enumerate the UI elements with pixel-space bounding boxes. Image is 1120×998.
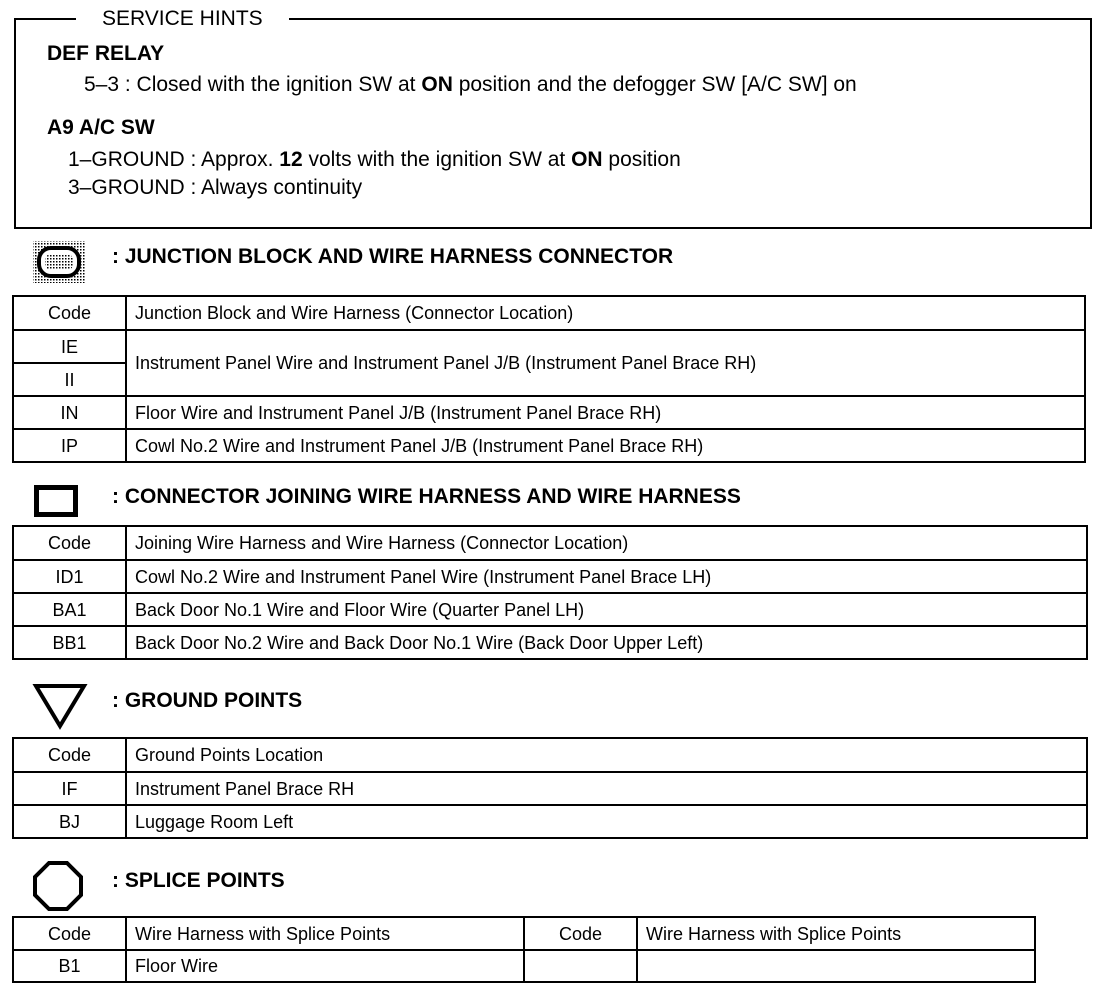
table-row [13, 626, 1087, 659]
desc-cell: Instrument Panel Brace RH [126, 772, 1087, 805]
hint-bold-text: ON [571, 148, 603, 171]
splice-octagon-icon [32, 860, 84, 912]
connector-joining-title: : CONNECTOR JOINING WIRE HARNESS AND WIRE HARNESS [112, 485, 741, 508]
ac-sw-hint-1 [68, 148, 681, 172]
table-row [13, 429, 1085, 462]
table-header-row [13, 296, 1085, 330]
junction-block-icon [32, 240, 86, 284]
def-relay-heading: DEF RELAY [47, 42, 165, 65]
code-cell: IP [13, 429, 126, 462]
table-row [13, 330, 1085, 363]
code-cell: BJ [13, 805, 126, 838]
hint-bold-text: 12 [279, 148, 303, 171]
desc-cell: Back Door No.2 Wire and Back Door No.1 Wire (Back Door Upper Left) [126, 626, 1087, 659]
service-hints-title: SERVICE HINTS [76, 6, 289, 32]
code-header: Code [13, 738, 126, 772]
code-header: Code [13, 526, 126, 560]
ac-sw-heading: A9 A/C SW [47, 116, 155, 139]
def-relay-hint [84, 73, 857, 97]
hint-text: : Approx. [184, 148, 280, 171]
desc-cell [637, 950, 1035, 982]
hint-text: : Always continuity [184, 176, 363, 199]
table-row [13, 950, 1035, 982]
desc-cell: Floor Wire [126, 950, 524, 982]
hint-bold-text: ON [421, 73, 453, 96]
table-row [13, 560, 1087, 593]
table-header-row [13, 917, 1035, 950]
ac-sw-pin-2: 3–GROUND [68, 176, 185, 199]
desc-header: Ground Points Location [126, 738, 1087, 772]
desc-header: Joining Wire Harness and Wire Harness (Connector Location) [126, 526, 1087, 560]
desc-header: Wire Harness with Splice Points [126, 917, 524, 950]
code-header: Code [524, 917, 637, 950]
hint-text: position [602, 148, 681, 171]
connector-square-icon [34, 485, 78, 517]
ground-points-table [12, 737, 1088, 839]
connector-joining-table [12, 525, 1088, 660]
code-cell [524, 950, 637, 982]
def-relay-pin: 5–3 [84, 73, 120, 96]
ground-points-title: : GROUND POINTS [112, 689, 303, 712]
junction-block-title: : JUNCTION BLOCK AND WIRE HARNESS CONNECTOR [112, 245, 674, 268]
code-cell: ID1 [13, 560, 126, 593]
desc-cell: Cowl No.2 Wire and Instrument Panel Wire (Instrument Panel Brace LH) [126, 560, 1087, 593]
hint-text: : Closed with the ignition SW at [119, 73, 422, 96]
table-row [13, 396, 1085, 429]
junction-block-table [12, 295, 1086, 463]
code-cell: II [13, 363, 126, 396]
code-cell: B1 [13, 950, 126, 982]
hint-text: volts with the ignition SW at [302, 148, 572, 171]
ac-sw-hint-2 [68, 176, 362, 200]
code-cell: BA1 [13, 593, 126, 626]
desc-header: Wire Harness with Splice Points [637, 917, 1035, 950]
desc-cell: Back Door No.1 Wire and Floor Wire (Quarter Panel LH) [126, 593, 1087, 626]
ground-triangle-icon [32, 682, 88, 730]
table-header-row [13, 526, 1087, 560]
splice-points-title: : SPLICE POINTS [112, 869, 285, 892]
code-header: Code [13, 296, 126, 330]
splice-points-table [12, 916, 1036, 983]
code-header: Code [13, 917, 126, 950]
code-cell: IE [13, 330, 126, 363]
code-cell: BB1 [13, 626, 126, 659]
desc-header: Junction Block and Wire Harness (Connector Location) [126, 296, 1085, 330]
desc-cell: Floor Wire and Instrument Panel J/B (Instrument Panel Brace RH) [126, 396, 1085, 429]
code-cell: IN [13, 396, 126, 429]
desc-cell: Luggage Room Left [126, 805, 1087, 838]
hint-text: position and the defogger SW [A/C SW] on [452, 73, 857, 96]
table-row [13, 772, 1087, 805]
desc-cell: Cowl No.2 Wire and Instrument Panel J/B (Instrument Panel Brace RH) [126, 429, 1085, 462]
table-row [13, 805, 1087, 838]
code-cell: IF [13, 772, 126, 805]
ac-sw-pin-1: 1–GROUND [68, 148, 185, 171]
table-row [13, 593, 1087, 626]
desc-cell: Instrument Panel Wire and Instrument Panel J/B (Instrument Panel Brace RH) [126, 330, 1085, 396]
table-header-row [13, 738, 1087, 772]
